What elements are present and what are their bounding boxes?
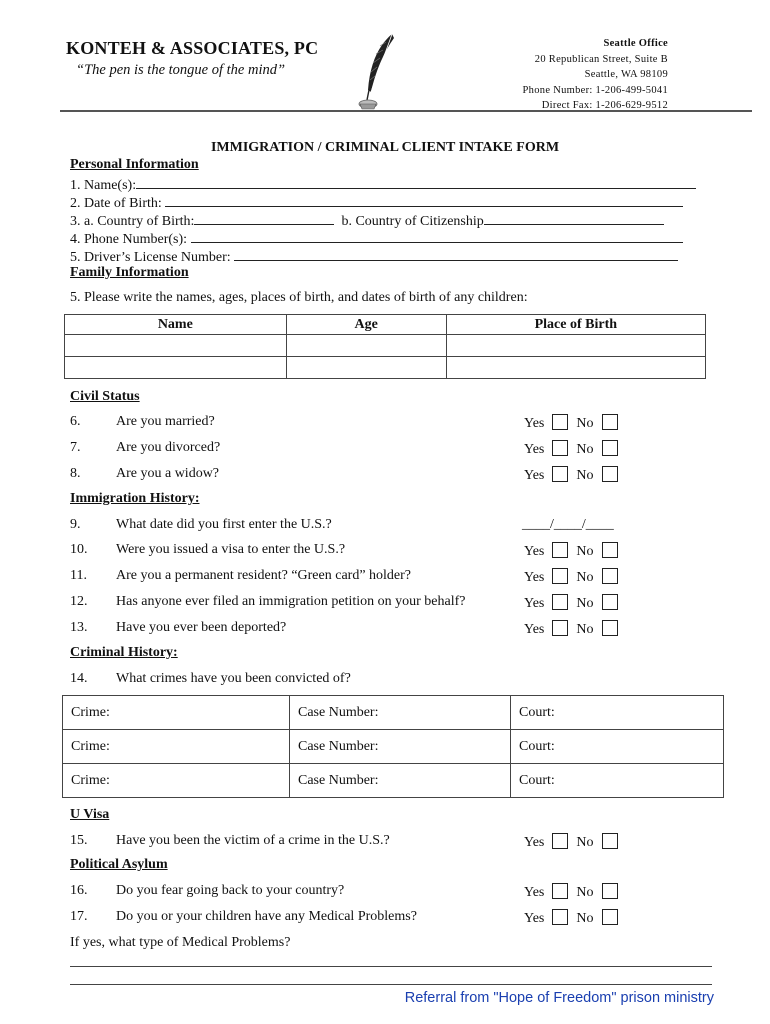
q14-number: 14. (70, 671, 88, 686)
medical-answer-line-2[interactable] (70, 984, 712, 985)
country-of-birth-field[interactable] (194, 211, 334, 225)
names-label: 1. Name(s): (70, 178, 137, 193)
office-address-block (523, 36, 668, 114)
q16-number: 16. (70, 883, 88, 898)
q7-text: Are you divorced? (116, 440, 221, 455)
q13-number: 13. (70, 620, 88, 635)
q16-no-checkbox[interactable] (602, 883, 618, 899)
q13-text: Have you ever been deported? (116, 620, 287, 635)
crime-cell[interactable]: Crime: (63, 696, 290, 730)
court-cell[interactable]: Court: (511, 730, 724, 764)
court-cell[interactable]: Court: (511, 764, 724, 798)
q15-number: 15. (70, 833, 88, 848)
office-address-line2: Seattle, WA 98109 (584, 69, 668, 80)
section-civil-status: Civil Status (70, 389, 140, 404)
q13-no-checkbox[interactable] (602, 620, 618, 636)
yes-label: Yes (524, 835, 545, 850)
yes-label: Yes (524, 468, 545, 483)
office-fax: Direct Fax: 1-206-629-9512 (541, 100, 668, 111)
country-of-birth-label: 3. a. Country of Birth: (70, 214, 195, 229)
q9-date-field[interactable]: ____/____/____ (522, 517, 614, 532)
q14-text: What crimes have you been convicted of? (116, 671, 351, 686)
child-place-cell[interactable] (446, 335, 705, 357)
phone-label: 4. Phone Number(s): (70, 232, 188, 247)
no-label: No (576, 596, 594, 611)
q17-text: Do you or your children have any Medical Problems? (116, 909, 417, 924)
yes-label: Yes (524, 596, 545, 611)
quill-pen-icon (356, 32, 400, 112)
yes-label: Yes (524, 622, 545, 637)
table-row (65, 335, 706, 357)
section-criminal-history: Criminal History: (70, 645, 178, 660)
q7-yes-checkbox[interactable] (552, 440, 568, 456)
no-label: No (576, 544, 594, 559)
q9-text: What date did you first enter the U.S.? (116, 517, 332, 532)
children-table-header (65, 315, 706, 335)
no-label: No (576, 570, 594, 585)
referral-note: Referral from "Hope of Freedom" prison ministry (404, 990, 714, 1006)
license-field[interactable] (234, 247, 678, 261)
q8-yes-checkbox[interactable] (552, 466, 568, 482)
office-phone: Phone Number: 1-206-499-5041 (522, 84, 668, 96)
q16-options (524, 883, 626, 901)
yes-label: Yes (524, 885, 545, 900)
q8-options (524, 466, 626, 484)
yes-label: Yes (524, 544, 545, 559)
section-family-information: Family Information (70, 265, 189, 280)
child-place-cell[interactable] (446, 357, 705, 379)
medical-problems-followup: If yes, what type of Medical Problems? (70, 935, 291, 950)
table-row (63, 764, 724, 798)
no-label: No (576, 835, 594, 850)
children-table (64, 314, 706, 379)
q13-options (524, 620, 626, 638)
child-age-cell[interactable] (286, 357, 446, 379)
q11-number: 11. (70, 568, 87, 583)
phone-row (70, 229, 683, 248)
q16-yes-checkbox[interactable] (552, 883, 568, 899)
header-divider (60, 110, 752, 112)
country-row (70, 211, 664, 230)
names-field[interactable] (136, 175, 696, 189)
firm-motto: “The pen is the tongue of the mind” (76, 62, 286, 78)
children-prompt: 5. Please write the names, ages, places of birth, and dates of birth of any children: (70, 290, 528, 305)
child-name-cell[interactable] (65, 335, 287, 357)
office-title: Seattle Office (603, 38, 668, 49)
case-number-cell[interactable]: Case Number: (290, 696, 511, 730)
q15-no-checkbox[interactable] (602, 833, 618, 849)
q11-text: Are you a permanent resident? “Green card” holder? (116, 568, 412, 583)
q10-no-checkbox[interactable] (602, 542, 618, 558)
q10-yes-checkbox[interactable] (552, 542, 568, 558)
section-immigration-history: Immigration History: (70, 491, 200, 506)
yes-label: Yes (524, 416, 545, 431)
q9-number: 9. (70, 517, 81, 532)
q17-number: 17. (70, 909, 88, 924)
table-row (63, 730, 724, 764)
court-cell[interactable]: Court: (511, 696, 724, 730)
section-political-asylum: Political Asylum (70, 857, 168, 872)
col-name: Name (65, 315, 287, 335)
q6-yes-checkbox[interactable] (552, 414, 568, 430)
col-age: Age (286, 315, 446, 335)
crime-cell[interactable]: Crime: (63, 764, 290, 798)
dob-row (70, 193, 683, 212)
case-number-cell[interactable]: Case Number: (290, 764, 511, 798)
q16-text: Do you fear going back to your country? (116, 883, 345, 898)
q6-options (524, 414, 626, 432)
form-title: IMMIGRATION / CRIMINAL CLIENT INTAKE FORM (210, 140, 560, 155)
case-number-cell[interactable]: Case Number: (290, 730, 511, 764)
section-personal-information: Personal Information (70, 157, 199, 172)
q17-yes-checkbox[interactable] (552, 909, 568, 925)
crimes-table (62, 695, 724, 798)
firm-name: KONTEH & ASSOCIATES, PC (66, 38, 319, 58)
q8-text: Are you a widow? (116, 466, 220, 481)
dob-label: 2. Date of Birth: (70, 196, 162, 211)
q10-number: 10. (70, 542, 88, 557)
names-row (70, 175, 696, 194)
no-label: No (576, 622, 594, 637)
phone-field[interactable] (191, 229, 683, 243)
q12-number: 12. (70, 594, 88, 609)
q17-no-checkbox[interactable] (602, 909, 618, 925)
crime-cell[interactable]: Crime: (63, 730, 290, 764)
yes-label: Yes (524, 570, 545, 585)
yes-label: Yes (524, 911, 545, 926)
no-label: No (576, 468, 594, 483)
country-of-citizenship-label: b. Country of Citizenship (341, 214, 484, 229)
country-of-citizenship-field[interactable] (484, 211, 664, 225)
q15-options (524, 833, 626, 851)
q17-options (524, 909, 626, 927)
q7-options (524, 440, 626, 458)
q7-number: 7. (70, 440, 81, 455)
col-place-of-birth: Place of Birth (446, 315, 705, 335)
q7-no-checkbox[interactable] (602, 440, 618, 456)
license-label: 5. Driver’s License Number: (70, 250, 231, 265)
q15-text: Have you been the victim of a crime in the U.S.? (116, 833, 390, 848)
license-row (70, 247, 678, 266)
section-u-visa: U Visa (70, 807, 110, 822)
medical-answer-line-1[interactable] (70, 966, 712, 967)
q12-text: Has anyone ever filed an immigration petition on your behalf? (116, 594, 466, 609)
q12-yes-checkbox[interactable] (552, 594, 568, 610)
q10-options (524, 542, 626, 560)
q8-no-checkbox[interactable] (602, 466, 618, 482)
q13-yes-checkbox[interactable] (552, 620, 568, 636)
table-row (65, 357, 706, 379)
q10-text: Were you issued a visa to enter the U.S.? (116, 542, 346, 557)
yes-label: Yes (524, 442, 545, 457)
no-label: No (576, 416, 594, 431)
q6-number: 6. (70, 414, 81, 429)
no-label: No (576, 885, 594, 900)
q8-number: 8. (70, 466, 81, 481)
dob-field[interactable] (165, 193, 683, 207)
no-label: No (576, 911, 594, 926)
q6-no-checkbox[interactable] (602, 414, 618, 430)
q11-options (524, 568, 626, 586)
q11-no-checkbox[interactable] (602, 568, 618, 584)
child-age-cell[interactable] (286, 335, 446, 357)
child-name-cell[interactable] (65, 357, 287, 379)
office-address-line1: 20 Republican Street, Suite B (534, 53, 668, 65)
q6-text: Are you married? (116, 414, 215, 429)
q12-no-checkbox[interactable] (602, 594, 618, 610)
no-label: No (576, 442, 594, 457)
q15-yes-checkbox[interactable] (552, 833, 568, 849)
table-row (63, 696, 724, 730)
q12-options (524, 594, 626, 612)
q11-yes-checkbox[interactable] (552, 568, 568, 584)
